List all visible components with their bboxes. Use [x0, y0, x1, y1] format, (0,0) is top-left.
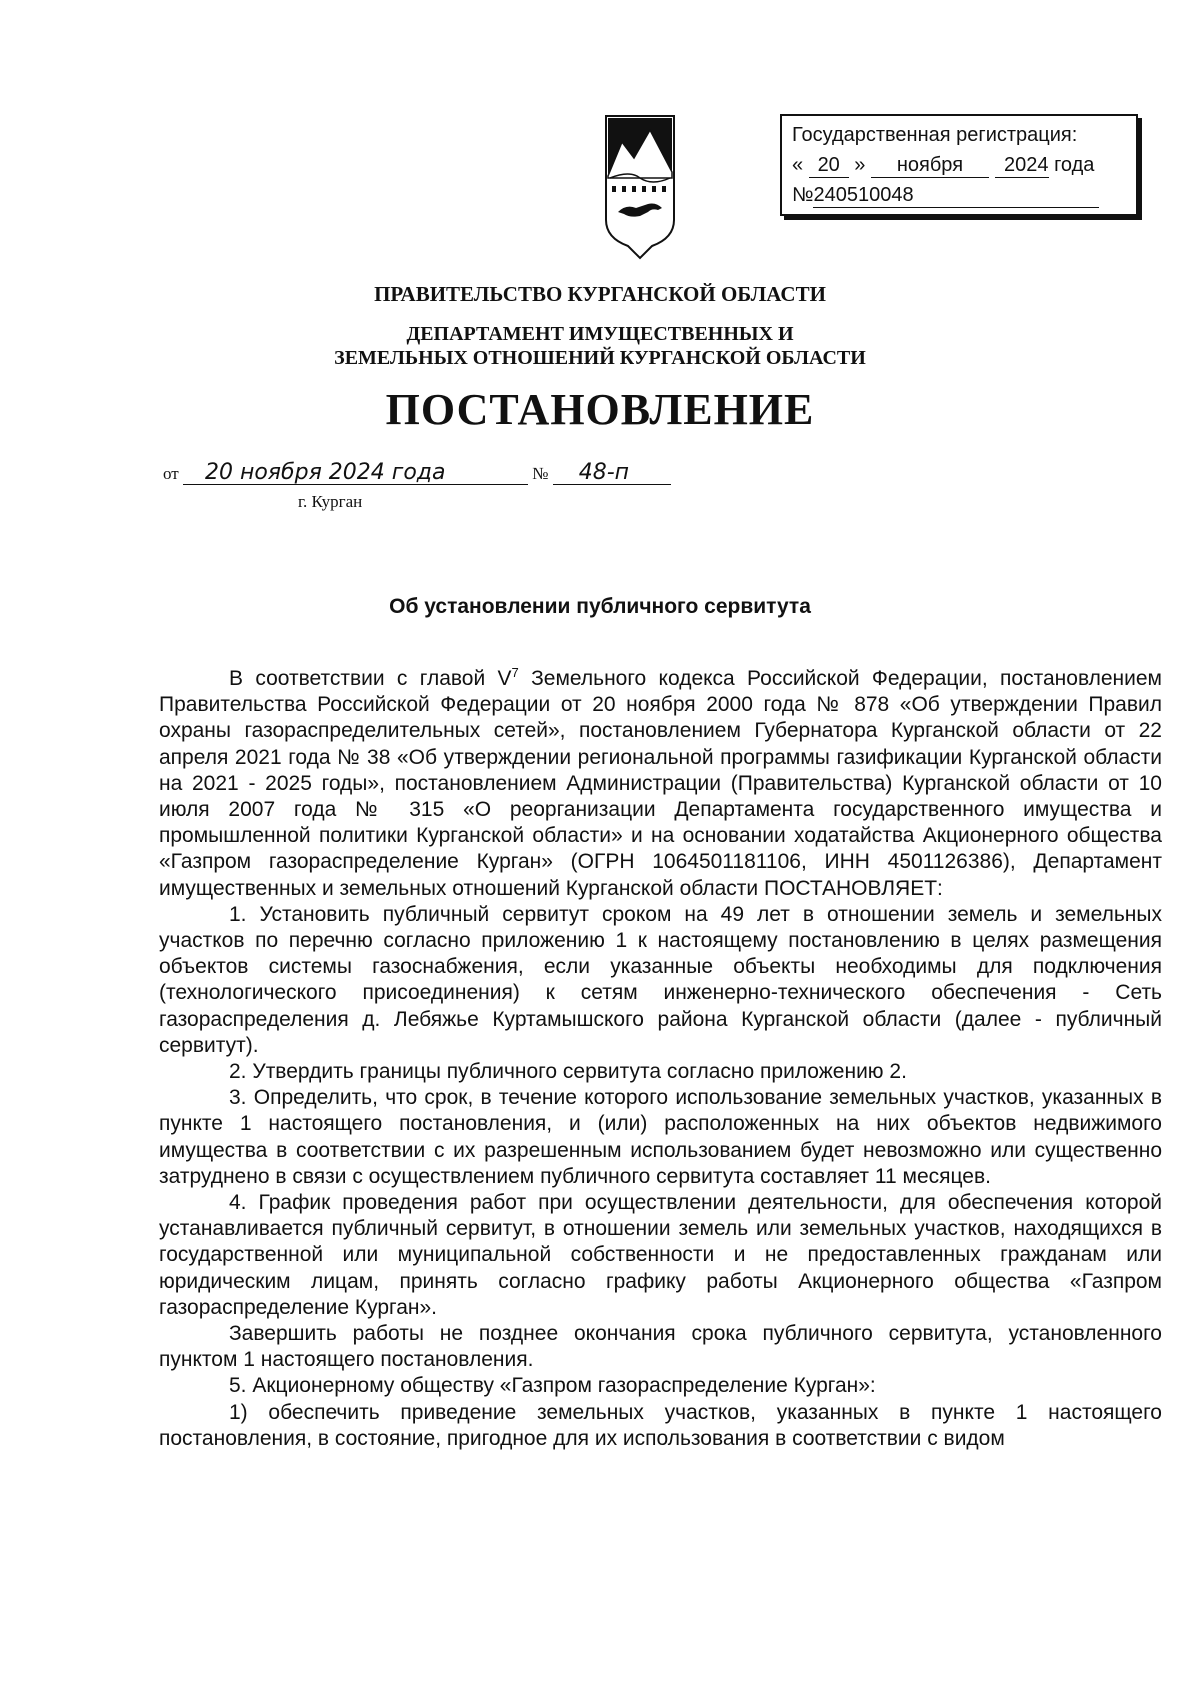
registration-year: 2024	[995, 153, 1049, 178]
intro-paragraph: В соответствии с главой $V^7$ Земельного кодекса Российской Федерации, постановлением Правительства Российской Федерации от 20 ноября 2000 года № 878 «Об утверждении Правил охраны газораспределительных сетей», постановлением Губернатора Курганской области от 22 апреля 2021 года № 38 «Об утверждении региональной программы газификации Курганской области на 2021 - 2025 годы», постановлением Администрации (Правительства) Курганской области от 10 июля 2007 года № 315 «О реорганизации Департамента государственного имущества и промышленной политики Курганской области» и на основании ходатайства Акционерного общества «Газпром газораспределение Курган» (ОГРН 1064501181106, ИНН 4501126386), Департамент имущественных и земельных отношений Курганской области ПОСТАНОВЛЯЕТ:	[159, 665, 1162, 900]
paragraph-5: 5. Акционерному обществу «Газпром газораспределение Курган»:	[229, 1374, 876, 1398]
document-date-line: от 20 ноября 2024 года № 48-п	[163, 462, 671, 485]
coat-of-arms-emblem	[600, 112, 680, 260]
document-subject: Об установлении публичного сервитута	[389, 595, 811, 618]
registration-number-row: №240510048	[792, 180, 1126, 210]
handwritten-number: 48-п	[553, 462, 671, 485]
city-label: г. Курган	[298, 492, 363, 511]
paragraph-3: 3. Определить, что срок, в течение которого использование земельных участков, указанных в пункте 1 настоящего постановления, и (или) расположенных на них объектов недвижимого имущества в соответствии с их разрешенным использованием будет невозможно или существенно затруднено в связи с осуществлением публичного сервитута составляет 11 месяцев.	[159, 1086, 1162, 1188]
registration-number: 240510048	[813, 183, 1099, 208]
document-type-title: ПОСТАНОВЛЕНИЕ	[385, 385, 815, 434]
paragraph-4-continuation: Завершить работы не позднее окончания срока публичного сервитута, установленного пунктом 1 настоящего постановления.	[159, 1322, 1162, 1372]
department-title-line1: ДЕПАРТАМЕНТ ИМУЩЕСТВЕННЫХ И	[406, 323, 794, 345]
paragraph-1: 1. Установить публичный сервитут сроком на 49 лет в отношении земель и земельных участков по перечню согласно приложению 1 к настоящему постановлению в целях размещения объектов системы газоснабжения, если указанные объекты необходимы для подключения (технологического присоединения) к сетям инженерно-технического обеспечения - Сеть газораспределения д. Лебяжье Куртамышского района Курганской области (далее - публичный сервитут).	[159, 902, 1162, 1057]
handwritten-date: 20 ноября 2024 года	[183, 462, 528, 485]
paragraph-2: 2. Утвердить границы публичного сервитута согласно приложению 2.	[229, 1060, 907, 1084]
paragraph-5-item-1: 1) обеспечить приведение земельных участков, указанных в пункте 1 настоящего постановления, в состояние, пригодное для их использования в соответствии с видом	[159, 1400, 1162, 1450]
department-title-line2: ЗЕМЕЛЬНЫХ ОТНОШЕНИЙ КУРГАНСКОЙ ОБЛАСТИ	[334, 347, 866, 369]
registration-label: Государственная регистрация:	[792, 124, 1078, 146]
paragraph-4: 4. График проведения работ при осуществлении деятельности, для обеспечения которой устанавливается публичный сервитут, в отношении земель или земельных участков, находящихся в государственной или муниципальной собственности и не предоставленных гражданам или юридическим лицам, принять согласно графику работы Акционерного общества «Газпром газораспределение Курган».	[159, 1191, 1162, 1319]
government-title: ПРАВИТЕЛЬСТВО КУРГАНСКОЙ ОБЛАСТИ	[374, 282, 826, 306]
registration-date: « 20 » ноября 2024 года	[792, 154, 1095, 176]
registration-month: ноября	[871, 153, 989, 178]
registration-day: 20	[809, 153, 849, 178]
registration-stamp	[780, 114, 1138, 216]
document-body	[159, 666, 1162, 1452]
